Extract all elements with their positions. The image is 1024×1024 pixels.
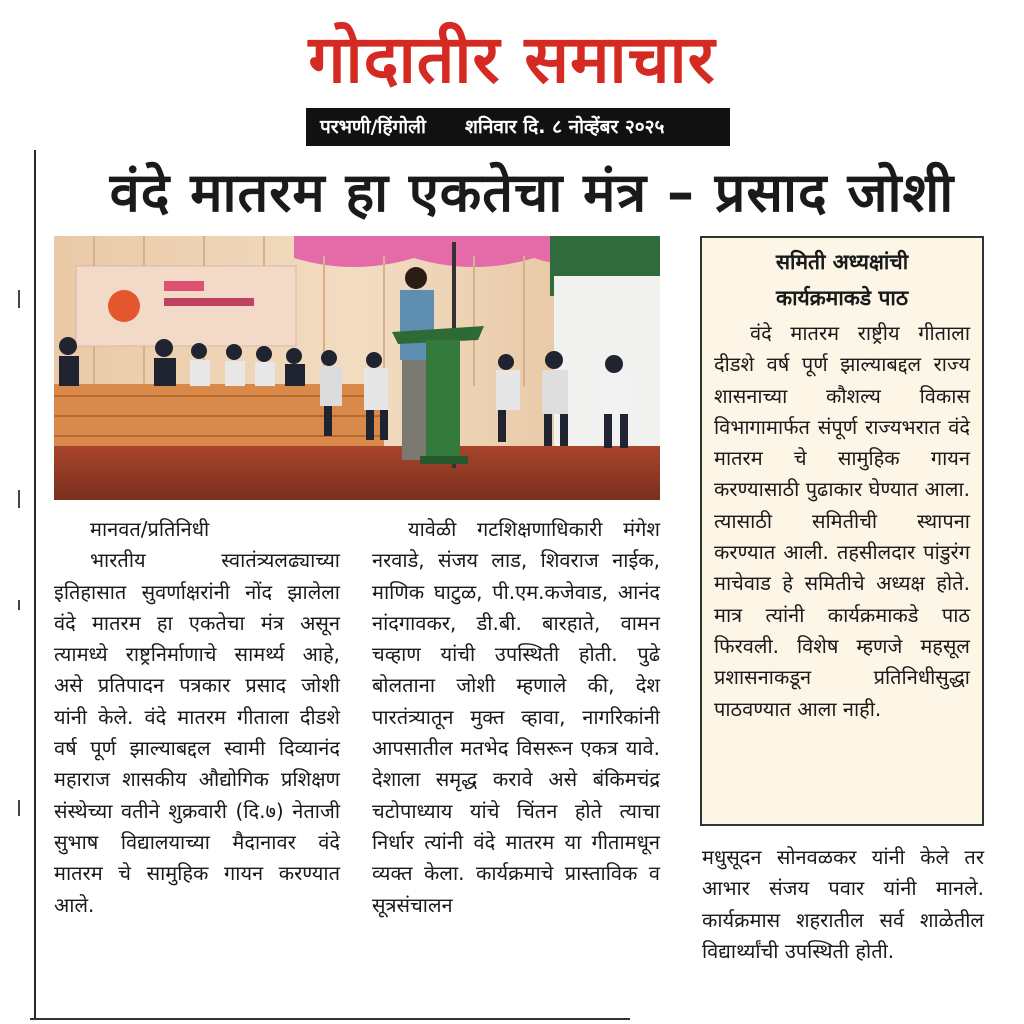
article-body-col2: यावेळी गटशिक्षणाधिकारी मंगेश नरवाडे, संजय लाड, शिवराज नाईक, माणिक घाटुळ, पी.एम.कजेवाड, आनंद नांदगावकर, डी.बी. बारहाते, वामन चव्हाण यांची उपस्थिती होती. पुढे बोलताना जोशी म्हणाले की, देश पारतंत्र्यातून मुक्त व्हावा, नागरिकांनी आपसातील मतभेद विसरून एकत्र यावे. देशाला समृद्ध करावे असे बंकिमचंद्र चटोपाध्याय यांचे चिंतन होते त्याचा निर्धार त्यांनी वंदे मातरम या गीतामधून व्यक्त केला. कार्यक्रमाचे प्रास्ताविक व सूत्रसंचालन	[372, 517, 660, 917]
event-photo-illustration	[54, 236, 660, 500]
sidebar-heading-1: समिती अध्यक्षांची	[775, 250, 909, 274]
sidebar-heading-2: कार्यक्रमाकडे पाठ	[775, 286, 909, 310]
newspaper-masthead	[0, 18, 1024, 102]
dateline-bar	[306, 108, 730, 146]
bottom-rule	[30, 1018, 630, 1020]
newspaper-name: गोदातीर समाचार	[308, 21, 716, 98]
article-column-1	[54, 514, 340, 921]
edition-place: परभणी/हिंगोली	[320, 116, 426, 138]
byline: मानवत/प्रतिनिधी	[90, 517, 210, 541]
margin-mark	[18, 800, 20, 816]
sidebar-box	[700, 236, 984, 826]
margin-mark	[18, 290, 20, 308]
article-body-col3: मधुसूदन सोनवळकर यांनी केले तर आभार संजय पवार यांनी मानले. कार्यक्रमास शहरातील सर्व शाळेतील विद्यार्थ्यांची उपस्थिती होती.	[702, 845, 984, 963]
column-rule-left	[34, 150, 36, 1020]
edition-date: शनिवार दि. ८ नोव्हेंबर २०२५	[465, 116, 665, 138]
margin-mark	[18, 600, 20, 610]
article-column-2	[372, 514, 660, 921]
article-column-3	[702, 842, 984, 967]
sidebar-body: वंदे मातरम राष्ट्रीय गीताला दीडशे वर्ष पूर्ण झाल्याबद्दल राज्य शासनाच्या कौशल्य विकास विभागामार्फत संपूर्ण राज्यभरात वंदे मातरम चे सामुहिक गायन करण्यासाठी पुढाकार घेण्यात आला. त्यासाठी समितीची स्थापना करण्यात आली. तहसीलदार पांडुरंग माचेवाड हे समितीचे अध्यक्ष होते. मात्र त्यांनी कार्यक्रमाकडे पाठ फिरवली. विशेष म्हणजे महसूल प्रशासनाकडून प्रतिनिधीसुद्धा पाठवण्यात आला नाही.	[714, 321, 970, 721]
margin-mark	[18, 490, 20, 508]
article-headline: वंदे मातरम हा एकतेचा मंत्र – प्रसाद जोशी	[109, 161, 955, 224]
article-body-col1: भारतीय स्वातंत्र्यलढ्याच्या इतिहासात सुवर्णाक्षरांनी नोंद झालेला वंदे मातरम हा एकतेचा मंत्र असून त्यामध्ये राष्ट्रनिर्माणाचे सामर्थ्य आहे, असे प्रतिपादन पत्रकार प्रसाद जोशी यांनी केले. वंदे मातरम गीताला दीडशे वर्ष पूर्ण झाल्याबद्दल स्वामी दिव्यानंद महाराज शासकीय औद्योगिक प्रशिक्षण संस्थेच्या वतीने शुक्रवारी (दि.७) नेताजी सुभाष विद्यालयाच्या मैदानावर वंदे मातरम चे सामुहिक गायन करण्यात आले.	[54, 548, 340, 917]
event-photo	[54, 236, 660, 500]
